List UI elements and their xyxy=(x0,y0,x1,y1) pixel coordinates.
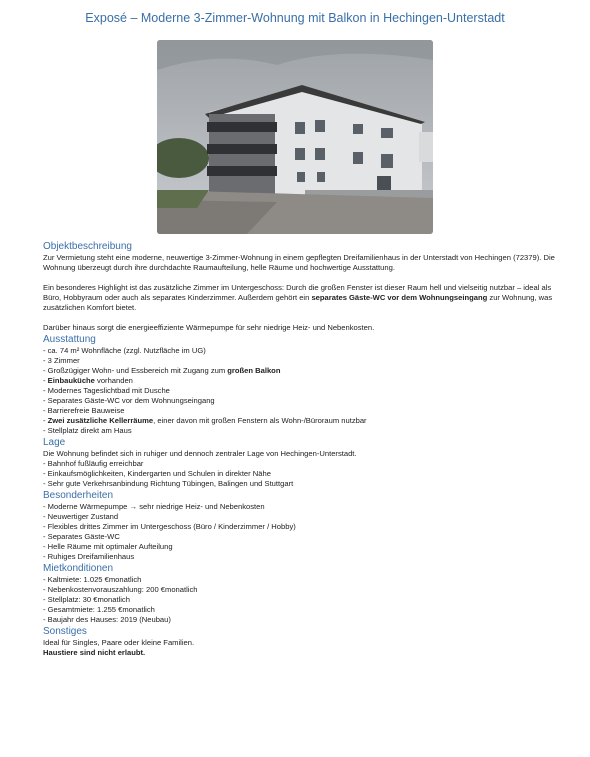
besonderheiten-list xyxy=(43,502,563,562)
house-photo xyxy=(157,40,433,234)
list-item: - Neuwertiger Zustand xyxy=(43,512,119,521)
objekt-paragraph-2: Ein besonderes Highlight ist das zusätzliche Zimmer im Untergeschoss: Durch die großen Fenster ist dieser Raum hell und vielseitig nutzbar – ideal als Büro, Hobbyraum oder auch als separates Kinderzimmer. Außerdem gehört ein separates Gäste-WC vor dem Wohnungseingang zur Wohnung, was zusätzlichen Komfort bietet. xyxy=(43,283,553,312)
list-item: - Einbauküche vorhanden xyxy=(43,376,133,385)
list-item: - Ruhiges Dreifamilienhaus xyxy=(43,552,135,561)
list-item: - Flexibles drittes Zimmer im Untergeschoss (Büro / Kinderzimmer / Hobby) xyxy=(43,522,296,531)
list-item: - Nebenkostenvorauszahlung: 200 €monatlich xyxy=(43,585,198,594)
list-item: - Baujahr des Hauses: 2019 (Neubau) xyxy=(43,615,171,624)
sonstiges-line-1: Ideal für Singles, Paare oder kleine Familien. xyxy=(43,638,195,647)
expose-content xyxy=(43,240,563,658)
list-item: - Sehr gute Verkehrsanbindung Richtung Tübingen, Balingen und Stuttgart xyxy=(43,479,294,488)
list-item: - Einkaufsmöglichkeiten, Kindergarten und Schulen in direkter Nähe xyxy=(43,469,271,478)
objekt-paragraph-1: Zur Vermietung steht eine moderne, neuwertige 3-Zimmer-Wohnung in einem gepflegten Dreifamilienhaus in der Unterstadt von Hechingen (72379). Die Wohnung überzeugt durch ihre durchdachte Raumaufteilung, helle Räume und hochwertige Ausstattung. xyxy=(43,253,555,272)
list-item: - Gesamtmiete: 1.255 €monatlich xyxy=(43,605,155,614)
lage-list xyxy=(43,459,563,489)
heading-mietkonditionen: Mietkonditionen xyxy=(43,563,114,574)
heading-sonstiges: Sonstiges xyxy=(43,626,87,637)
heading-lage: Lage xyxy=(43,437,66,448)
document-title: Exposé – Moderne 3-Zimmer-Wohnung mit Balkon in Hechingen-Unterstadt xyxy=(85,11,505,25)
list-item: - 3 Zimmer xyxy=(43,356,80,365)
list-item: - Modernes Tageslichtbad mit Dusche xyxy=(43,386,170,395)
list-item: - Moderne Wärmepumpe → sehr niedrige Heiz- und Nebenkosten xyxy=(43,502,265,511)
list-item: - Großzügiger Wohn- und Essbereich mit Zugang zum großen Balkon xyxy=(43,366,281,375)
list-item: - Stellplatz direkt am Haus xyxy=(43,426,132,435)
list-item: - Zwei zusätzliche Kellerräume, einer davon mit großen Fenstern als Wohn-/Büroraum nutzbar xyxy=(43,416,367,425)
mietkonditionen-list xyxy=(43,575,563,625)
sonstiges-line-2: Haustiere sind nicht erlaubt. xyxy=(43,648,146,657)
ausstattung-list xyxy=(43,346,563,436)
list-item: - Separates Gäste-WC vor dem Wohnungseingang xyxy=(43,396,215,405)
list-item: - Bahnhof fußläufig erreichbar xyxy=(43,459,144,468)
list-item: - ca. 74 m² Wohnfläche (zzgl. Nutzfläche im UG) xyxy=(43,346,206,355)
list-item: - Separates Gäste-WC xyxy=(43,532,120,541)
list-item: - Helle Räume mit optimaler Aufteilung xyxy=(43,542,173,551)
heading-objektbeschreibung: Objektbeschreibung xyxy=(43,241,132,252)
lage-intro: Die Wohnung befindet sich in ruhiger und dennoch zentraler Lage von Hechingen-Unterstadt. xyxy=(43,449,357,458)
heading-ausstattung: Ausstattung xyxy=(43,334,96,345)
list-item: - Kaltmiete: 1.025 €monatlich xyxy=(43,575,142,584)
heading-besonderheiten: Besonderheiten xyxy=(43,490,114,501)
list-item: - Barrierefreie Bauweise xyxy=(43,406,125,415)
list-item: - Stellplatz: 30 €monatlich xyxy=(43,595,130,604)
objekt-paragraph-3: Darüber hinaus sorgt die energieeffiziente Wärmepumpe für sehr niedrige Heiz- und Nebenkosten. xyxy=(43,323,375,332)
